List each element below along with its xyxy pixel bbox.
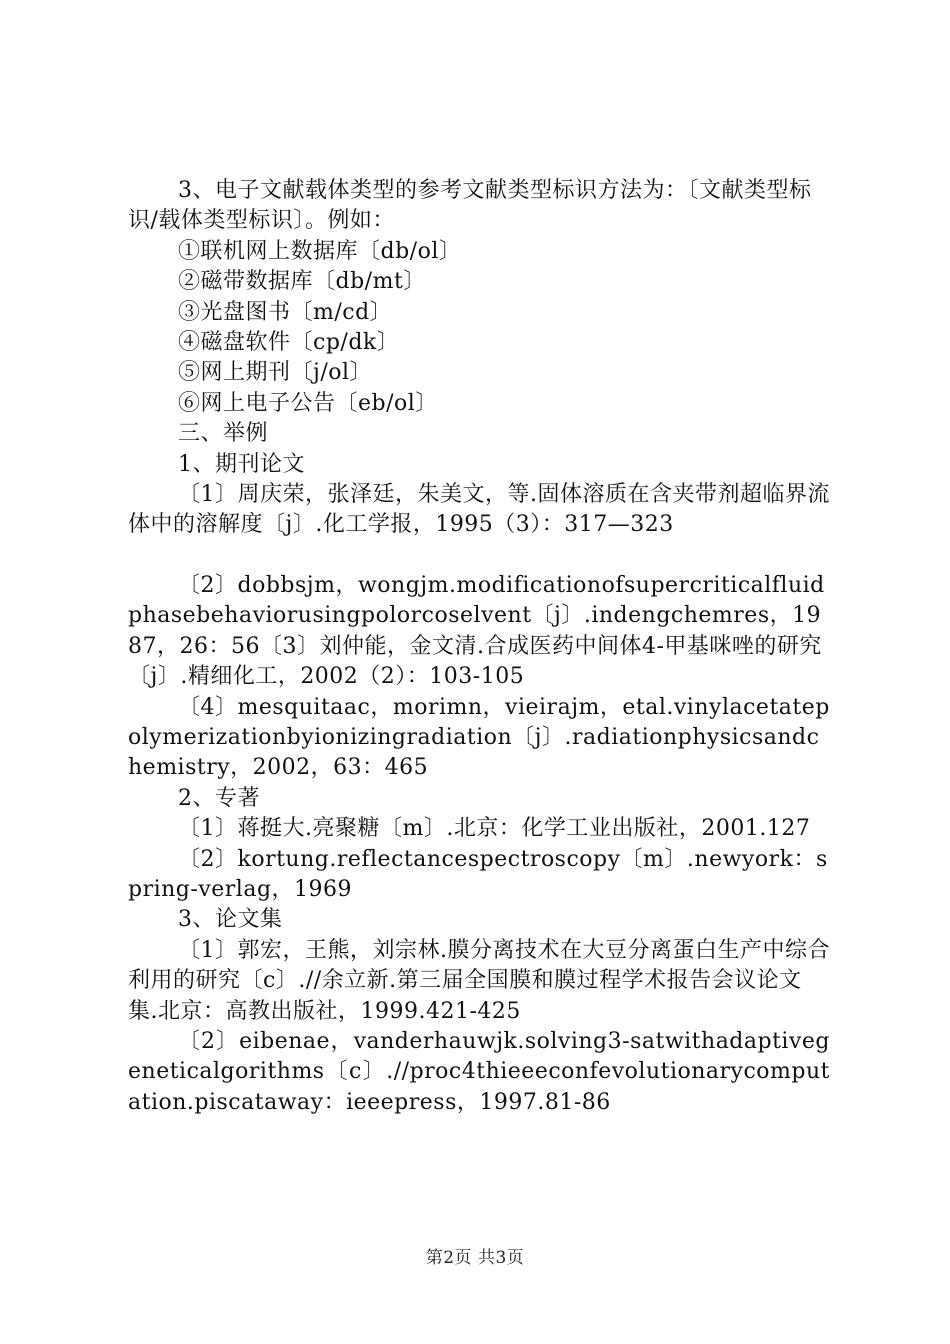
list-item-online-database: ①联机网上数据库〔db/ol〕: [178, 238, 462, 264]
list-item-cd-book: ③光盘图书〔m/cd〕: [178, 299, 393, 325]
list-item-tape-database: ②磁带数据库〔db/mt〕: [178, 269, 426, 295]
section-heading-examples: 三、举例: [178, 421, 269, 447]
paragraph-identifier-method: 3、电子文献载体类型的参考文献类型标识方法为：〔文献类型标识/载体类型标识〕。例如：: [128, 178, 812, 234]
reference-proceedings-1: 〔1〕郭宏，王熊，刘宗林.膜分离技术在大豆分离蛋白生产中综合利用的研究〔c〕.//余立新.第三届全国膜和膜过程学术报告会议论文集.北京：高教出版社，1999.421-425: [128, 937, 830, 1024]
subheading-monographs: 2、专著: [178, 785, 260, 811]
list-item-online-journal: ⑤网上期刊〔j/ol〕: [178, 360, 373, 386]
list-item-disk-software: ④磁盘软件〔cp/dk〕: [178, 330, 400, 356]
list-item-online-bulletin: ⑥网上电子公告〔eb/ol〕: [178, 390, 438, 416]
reference-journal-4: 〔4〕mesquitaac，morimn，vieirajm，etal.vinylacetatepolymerizationbyionizingradiation〔j〕.radiationphysicsandchemistry，2002，63：465: [128, 694, 830, 781]
blank-line: [128, 541, 830, 571]
reference-journal-1: 〔1〕周庆荣，张泽廷，朱美文，等.固体溶质在含夹带剂超临界流体中的溶解度〔j〕.化工学报，1995（3）：317—323: [128, 482, 830, 538]
reference-proceedings-2: 〔2〕eibenae，vanderhauwjk.solving3-satwithadaptivegeneticalgorithms〔c〕.//proc4thieeeconfevolutionarycomputation.piscataway：ieeepress，1997.81-86: [128, 1028, 830, 1115]
reference-monograph-1: 〔1〕蒋挺大.亮聚糖〔m〕.北京：化学工业出版社，2001.127: [178, 816, 811, 842]
reference-monograph-2: 〔2〕kortung.reflectancespectroscopy〔m〕.newyork：spring-verlag，1969: [128, 846, 828, 902]
page-footer: 第2页 共3页: [425, 1248, 525, 1268]
document-body: [128, 176, 830, 1118]
reference-journal-2-3: 〔2〕dobbsjm，wongjm.modificationofsupercriticalfluidphasebehaviorusingpolorcoselvent〔j〕.indengchemres，1987，26：56〔3〕刘仲能，金文清.合成医药中间体4-甲基咪唑的研究〔j〕.精细化工，2002（2）：103-105: [128, 572, 825, 690]
subheading-journal-articles: 1、期刊论文: [178, 451, 305, 477]
subheading-proceedings: 3、论文集: [178, 907, 283, 933]
